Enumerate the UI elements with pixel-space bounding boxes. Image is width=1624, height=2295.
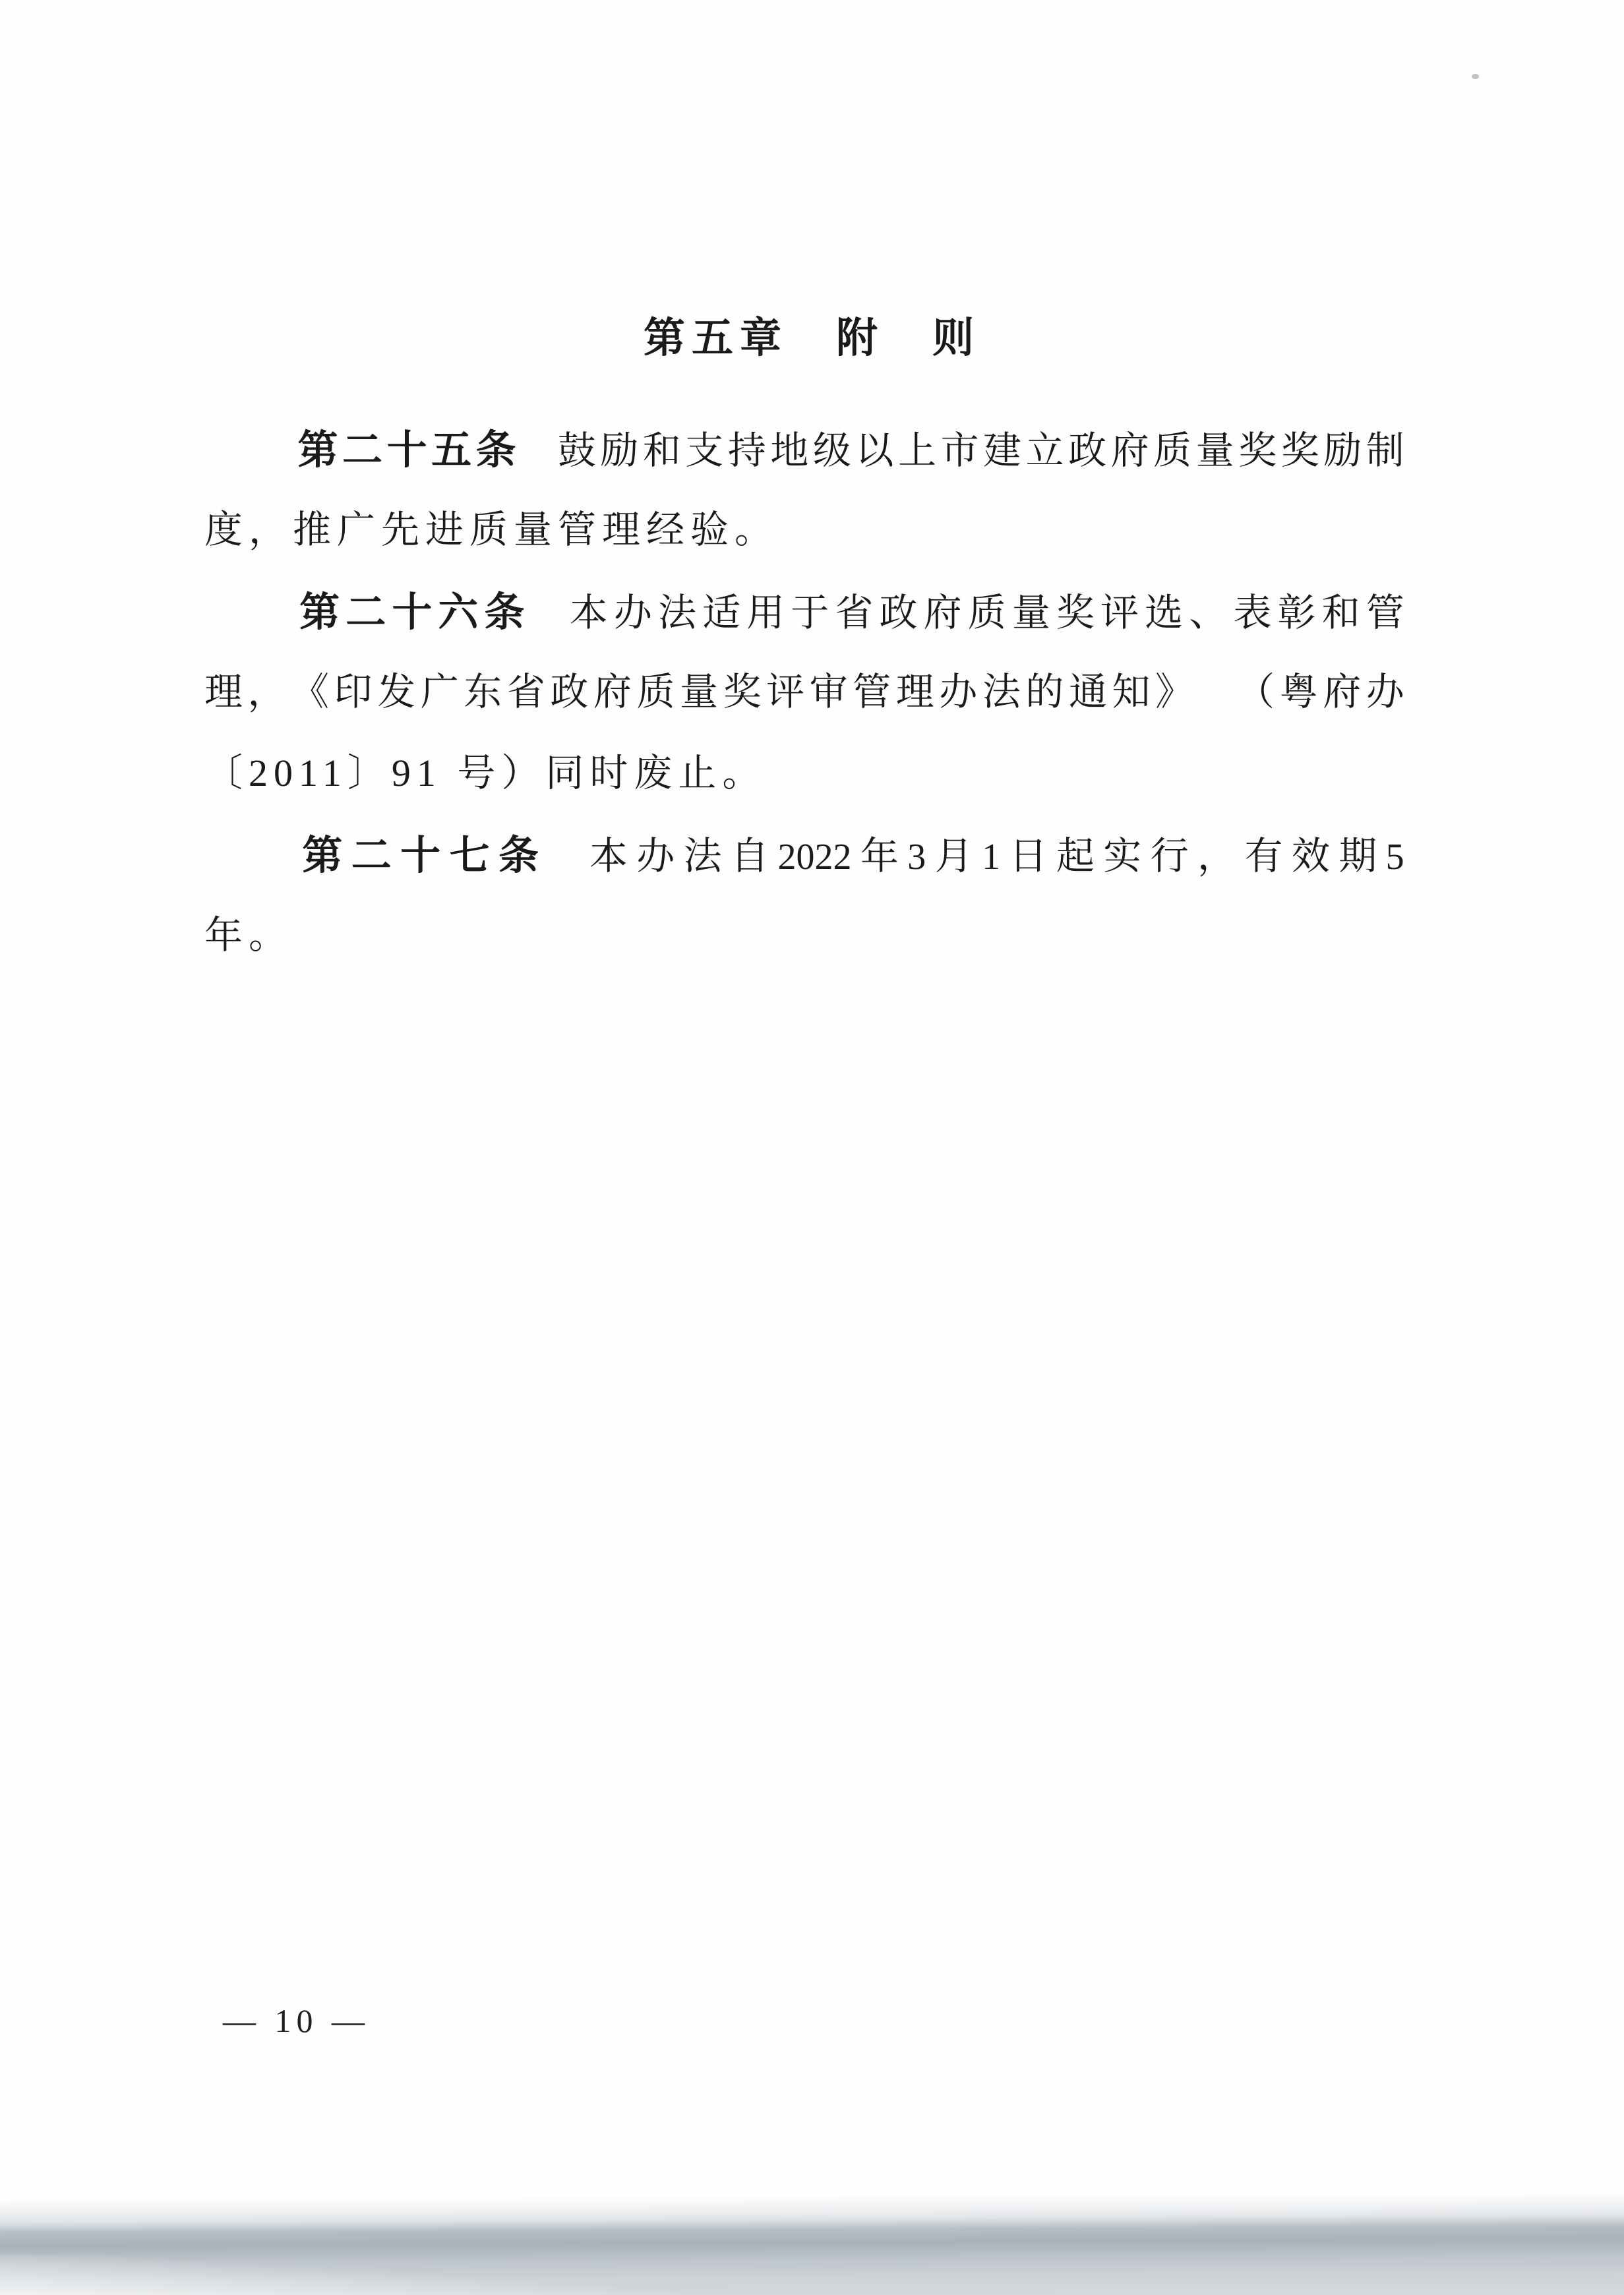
body-line: 〔2011〕91 号）同时废止。 [204,752,767,794]
scan-edge-artifact [0,2215,1624,2295]
page-number: — 10 — [223,2002,370,2039]
body-line: 理 ， 《 印 发 广 东 省 政 府 质 量 奖 评 审 管 理 办 法 的 通 知 》 （ 粤 府 办 [204,671,1404,713]
scan-speck-artifact [1472,74,1479,79]
body-line: 第 二 十 六 条 本 办 法 适 用 于 省 政 府 质 量 奖 评 选 、 表 彰 和 管 [299,589,1404,634]
chapter-heading: 第五章 附 则 [644,315,980,361]
body-line: 年。 [204,914,293,957]
body-line: 度，推广先进质量管理经验。 [204,508,779,551]
body-line: 第 二 十 七 条 本 办 法 自 2022 年 3 月 1 日 起 实 行 ， 有 效 期 5 [302,833,1404,878]
body-text [204,0,1404,2295]
body-line: 第 二 十 五 条 鼓 励 和 支 持 地 级 以 上 市 建 立 政 府 质 量 奖 奖 励 制 [297,427,1404,472]
